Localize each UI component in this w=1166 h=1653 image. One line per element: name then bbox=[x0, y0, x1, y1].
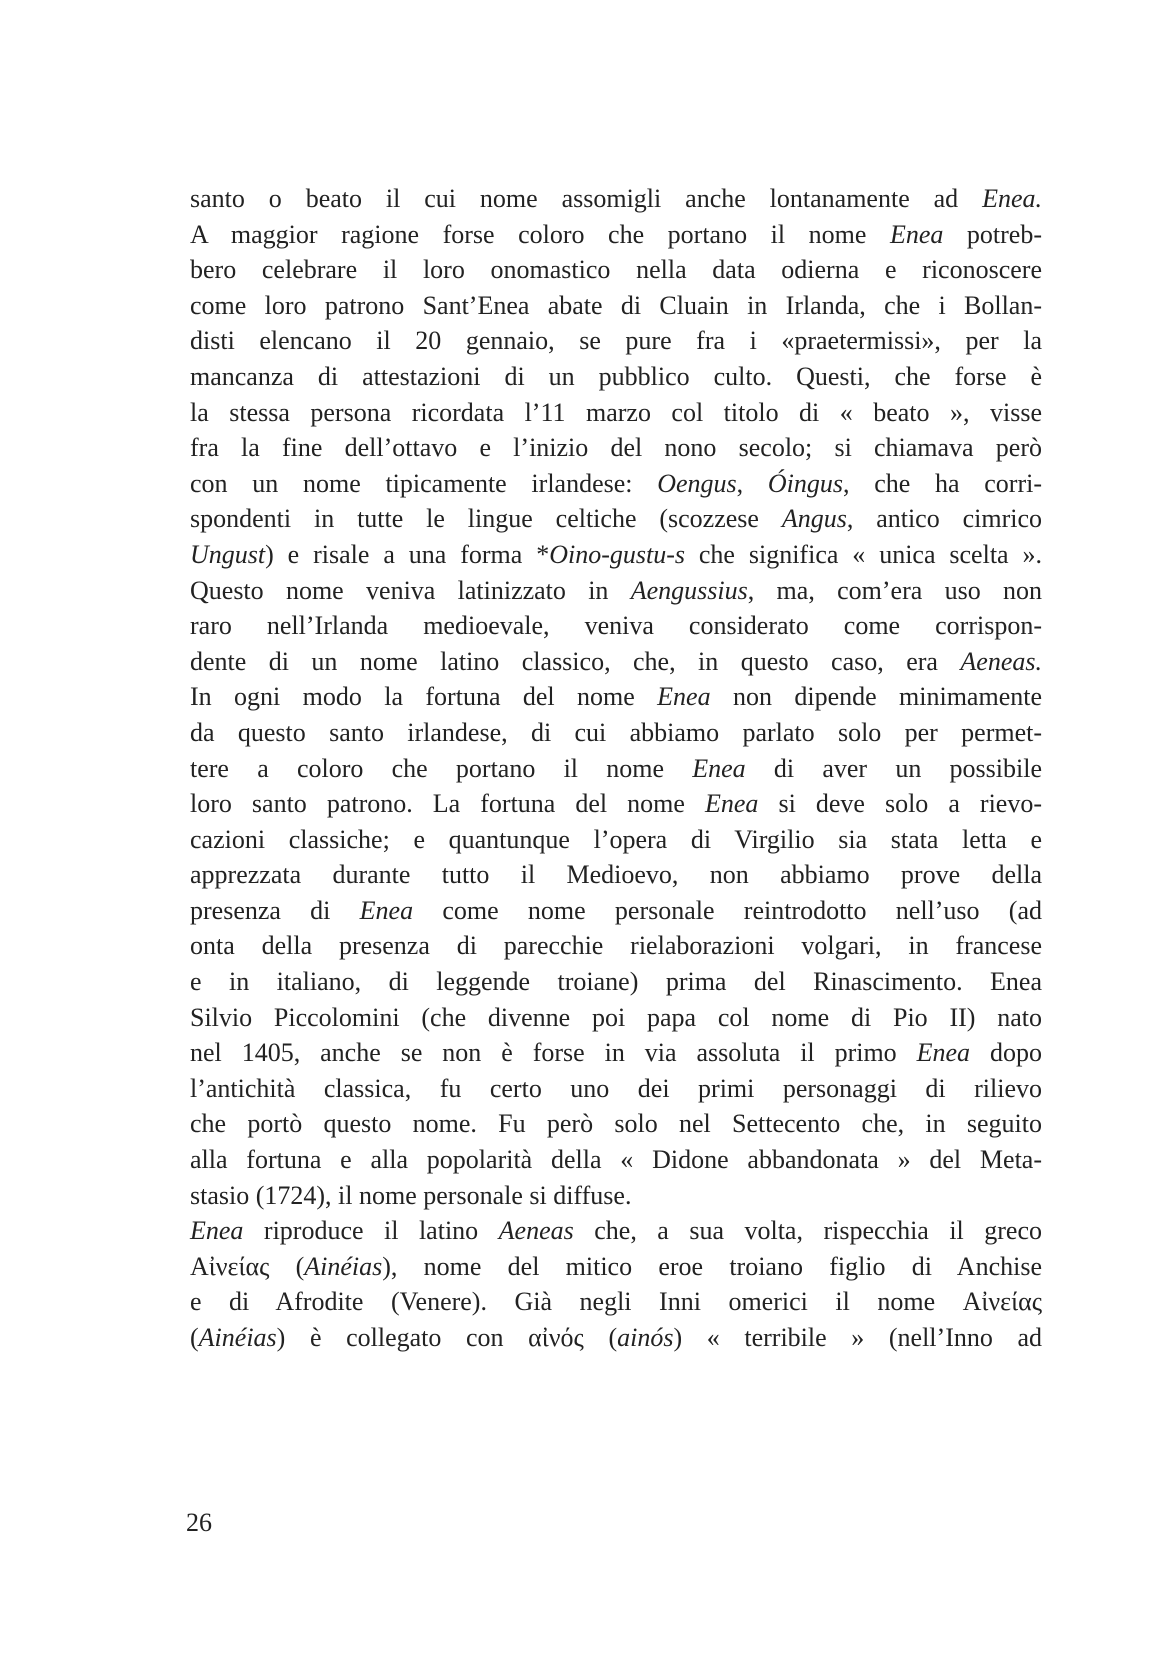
text-line bbox=[190, 217, 1042, 253]
text-run: onta della presenza di parecchie rielaborazioni volgari, in francese bbox=[190, 931, 1042, 961]
text-run: potreb- bbox=[943, 219, 1042, 249]
text-run: da questo santo irlandese, di cui abbiamo parlato solo per permet- bbox=[190, 717, 1042, 747]
text-line bbox=[190, 501, 1042, 537]
italic-text: Ainéias bbox=[304, 1251, 383, 1281]
text-line bbox=[190, 323, 1042, 359]
italic-text: Angus bbox=[781, 504, 847, 534]
text-line bbox=[190, 928, 1042, 964]
italic-text: Enea bbox=[692, 753, 746, 783]
text-run: raro nell’Irlanda medioevale, veniva considerato come corrispon- bbox=[190, 611, 1042, 641]
text-line bbox=[190, 1213, 1042, 1249]
text-run: dopo bbox=[970, 1038, 1042, 1068]
italic-text: Aeneas bbox=[498, 1216, 574, 1246]
text-run: con un nome tipicamente irlandese: bbox=[190, 468, 658, 498]
text-line bbox=[190, 288, 1042, 324]
body-text bbox=[190, 181, 1042, 1356]
text-line bbox=[190, 608, 1042, 644]
text-line bbox=[190, 181, 1042, 217]
italic-text: Ungust bbox=[190, 539, 266, 569]
text-run: In ogni modo la fortuna del nome bbox=[190, 682, 658, 712]
italic-text: Enea bbox=[657, 682, 711, 712]
text-line bbox=[190, 751, 1042, 787]
text-line bbox=[190, 964, 1042, 1000]
italic-text: Ainéias bbox=[198, 1323, 277, 1352]
text-run: ) « terribile » (nell’Inno ad bbox=[673, 1323, 1043, 1352]
text-run: la stessa persona ricordata l’11 marzo col titolo di « beato », visse bbox=[190, 397, 1042, 427]
text-line bbox=[190, 430, 1042, 466]
text-run: che, a sua volta, rispecchia il greco bbox=[573, 1216, 1042, 1246]
text-run: tere a coloro che portano il nome bbox=[190, 753, 693, 783]
italic-text: Enea bbox=[190, 1216, 244, 1246]
text-run: , ma, com’era uso non bbox=[747, 575, 1043, 605]
text-run: ) e risale a una forma * bbox=[265, 539, 550, 569]
italic-text: Oengus bbox=[657, 468, 737, 498]
text-run: santo o beato il cui nome assomigli anche lontanamente ad bbox=[190, 184, 983, 213]
text-line bbox=[190, 1142, 1042, 1178]
text-line bbox=[190, 466, 1042, 502]
text-run: A maggior ragione forse coloro che portano il nome bbox=[190, 219, 890, 249]
text-run: come loro patrono Sant’Enea abate di Cluain in Irlanda, che i Bollan- bbox=[190, 290, 1042, 320]
text-line bbox=[190, 786, 1042, 822]
text-line bbox=[190, 1071, 1042, 1107]
text-run: e in italiano, di leggende troiane) prima del Rinascimento. Enea bbox=[190, 967, 1042, 997]
text-run: ) è collegato con αἰνός ( bbox=[276, 1323, 618, 1352]
text-run: spondenti in tutte le lingue celtiche (scozzese bbox=[190, 504, 782, 534]
text-line bbox=[190, 1035, 1042, 1071]
text-run: si deve solo a rievo- bbox=[758, 789, 1043, 819]
text-run: e di Afrodite (Venere). Già negli Inni omerici il nome Αἰνείας bbox=[190, 1287, 1042, 1317]
text-run: come nome personale reintrodotto nell’uso (ad bbox=[413, 895, 1042, 925]
text-run: fra la fine dell’ottavo e l’inizio del nono secolo; si chiamava però bbox=[190, 433, 1042, 463]
text-line bbox=[190, 679, 1042, 715]
text-run: riproduce il latino bbox=[243, 1216, 499, 1246]
italic-text: Aeneas. bbox=[960, 646, 1042, 676]
text-run: di aver un possibile bbox=[745, 753, 1042, 783]
italic-text: Enea. bbox=[982, 184, 1042, 213]
text-line bbox=[190, 715, 1042, 751]
text-run: loro santo patrono. La fortuna del nome bbox=[190, 789, 705, 819]
text-run: cazioni classiche; e quantunque l’opera di Virgilio sia stata letta e bbox=[190, 824, 1042, 854]
text-run: dente di un nome latino classico, che, in questo caso, era bbox=[190, 646, 961, 676]
italic-text: Enea bbox=[705, 789, 759, 819]
italic-text: Oino-gustu-s bbox=[549, 539, 685, 569]
text-line bbox=[190, 573, 1042, 609]
text-run: Silvio Piccolomini (che divenne poi papa col nome di Pio II) nato bbox=[190, 1002, 1042, 1032]
text-line bbox=[190, 857, 1042, 893]
text-line bbox=[190, 395, 1042, 431]
text-run: disti elencano il 20 gennaio, se pure fra i «praetermissi», per la bbox=[190, 326, 1042, 356]
text-line bbox=[190, 893, 1042, 929]
text-run: apprezzata durante tutto il Medioevo, non abbiamo prove della bbox=[190, 860, 1042, 890]
text-line bbox=[190, 252, 1042, 288]
text-run: ), nome del mitico eroe troiano figlio di Anchise bbox=[382, 1251, 1042, 1281]
italic-text: Enea bbox=[359, 895, 414, 925]
text-line bbox=[190, 1178, 1042, 1214]
text-line bbox=[190, 1000, 1042, 1036]
text-line bbox=[190, 1320, 1042, 1356]
text-run: stasio (1724), il nome personale si diffuse. bbox=[190, 1180, 632, 1210]
text-line bbox=[190, 1106, 1042, 1142]
text-run: Αἰνείας ( bbox=[190, 1251, 305, 1281]
text-run: che portò questo nome. Fu però solo nel Settecento che, in seguito bbox=[190, 1109, 1042, 1139]
text-run: ( bbox=[190, 1323, 199, 1352]
text-run: che significa « unica scelta ». bbox=[684, 539, 1042, 569]
text-line bbox=[190, 537, 1042, 573]
text-line bbox=[190, 1249, 1042, 1285]
italic-text: ainós bbox=[617, 1323, 674, 1352]
text-run: alla fortuna e alla popolarità della « Didone abbandonata » del Meta- bbox=[190, 1145, 1042, 1175]
page-number: 26 bbox=[186, 1508, 212, 1537]
text-run: l’antichità classica, fu certo uno dei primi personaggi di rilievo bbox=[190, 1073, 1042, 1103]
text-run: bero celebrare il loro onomastico nella data odierna e riconoscere bbox=[190, 255, 1042, 285]
text-run: , che ha corri- bbox=[843, 468, 1042, 498]
italic-text: Enea bbox=[916, 1038, 971, 1068]
text-line bbox=[190, 644, 1042, 680]
text-line bbox=[190, 359, 1042, 395]
italic-text: Enea bbox=[889, 219, 944, 249]
text-run: non dipende minimamente bbox=[710, 682, 1042, 712]
text-run: presenza di bbox=[190, 895, 360, 925]
text-run: , bbox=[736, 468, 768, 498]
text-line bbox=[190, 822, 1042, 858]
text-run: Questo nome veniva latinizzato in bbox=[190, 575, 631, 605]
italic-text: Óingus bbox=[767, 468, 843, 498]
text-run: nel 1405, anche se non è forse in via assoluta il primo bbox=[190, 1038, 917, 1068]
text-run: , antico cimrico bbox=[846, 504, 1043, 534]
italic-text: Aengussius bbox=[630, 575, 748, 605]
text-run: mancanza di attestazioni di un pubblico culto. Questi, che forse è bbox=[190, 361, 1042, 391]
text-line bbox=[190, 1284, 1042, 1320]
